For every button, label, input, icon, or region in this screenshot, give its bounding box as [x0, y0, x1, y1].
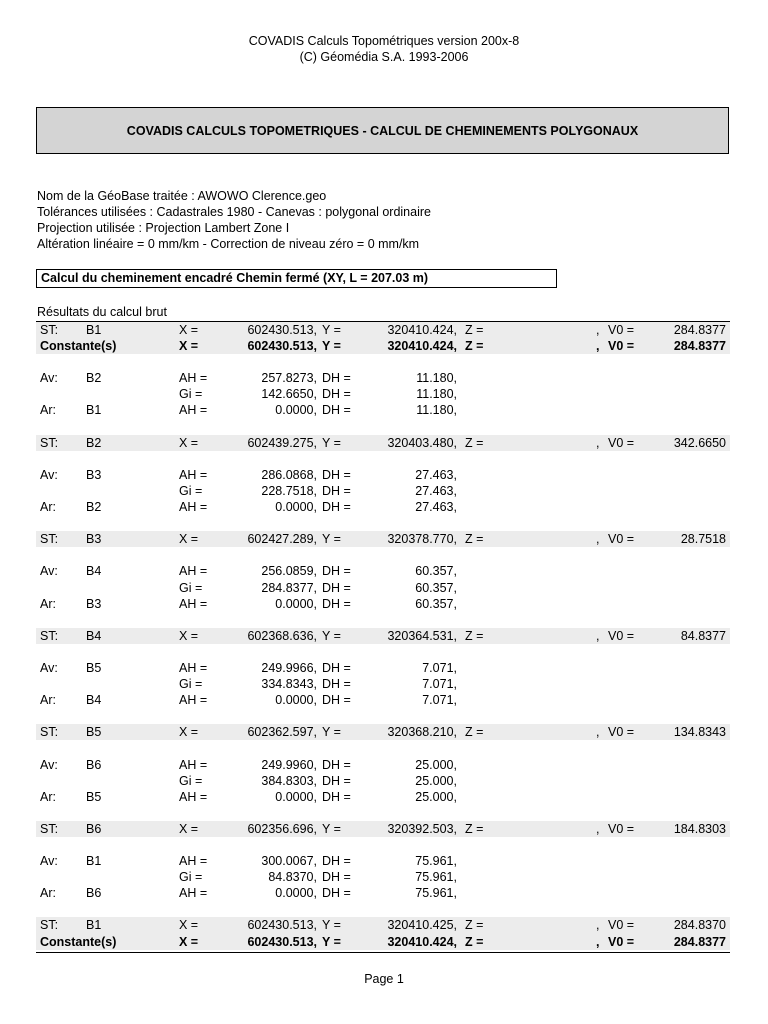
point-name: B1: [86, 323, 102, 337]
angle-value: 0.0000,: [275, 789, 317, 804]
v0-value: 284.8370: [673, 918, 726, 933]
y-label: Y =: [322, 918, 341, 933]
dh-label: DH =: [322, 564, 351, 579]
row-label: Constante(s): [40, 339, 117, 354]
y-label: Y =: [322, 934, 341, 949]
angle-value: 0.0000,: [275, 403, 317, 418]
blank-row: [36, 354, 730, 370]
row-label: Av:: [40, 467, 58, 482]
constants-row: [36, 338, 730, 354]
point-name: B4: [86, 693, 102, 708]
dh-value: 11.180,: [416, 387, 457, 402]
blank-row: [36, 451, 730, 467]
z-separator: ,: [596, 435, 600, 450]
y-value: 320392.503,: [387, 821, 457, 836]
table-bottom-rule: [36, 952, 730, 953]
dh-label: DH =: [322, 500, 351, 515]
dh-label: DH =: [322, 693, 351, 708]
z-label: Z =: [465, 918, 484, 933]
z-label: Z =: [465, 339, 484, 354]
point-name: B3: [86, 596, 102, 611]
z-separator: ,: [596, 628, 600, 643]
cheminement-title: Calcul du cheminement encadré Chemin fermé (XY, L = 207.03 m): [36, 269, 557, 288]
x-value: 602430.513,: [247, 934, 317, 949]
observation-row: [36, 563, 730, 579]
x-label: X =: [179, 934, 199, 949]
row-label: ST:: [40, 725, 59, 740]
observation-row: [36, 499, 730, 515]
observation-row: [36, 869, 730, 885]
observation-row: [36, 386, 730, 402]
dh-label: DH =: [322, 596, 351, 611]
header-line-1: COVADIS Calculs Topométriques version 200x-8: [248, 34, 520, 48]
v0-label: V0 =: [608, 339, 635, 354]
point-name: B2: [86, 435, 102, 450]
angle-value: 228.7518,: [261, 483, 317, 498]
angle-value: 0.0000,: [275, 596, 317, 611]
dh-value: 25.000,: [415, 773, 457, 788]
z-separator: ,: [596, 532, 600, 547]
y-label: Y =: [322, 435, 341, 450]
x-label: X =: [179, 435, 199, 450]
angle-value: 249.9966,: [261, 660, 317, 675]
angle-label: Gi =: [179, 870, 203, 885]
z-separator: ,: [596, 323, 600, 337]
y-label: Y =: [322, 628, 341, 643]
blank-row: [36, 708, 730, 724]
angle-value: 0.0000,: [275, 500, 317, 515]
blank-row: [36, 612, 730, 628]
station-row: [36, 821, 730, 837]
angle-label: AH =: [179, 693, 208, 708]
blank-row: [36, 515, 730, 531]
v0-value: 284.8377: [673, 339, 726, 354]
z-separator: ,: [596, 934, 600, 949]
point-name: B6: [86, 821, 102, 836]
angle-label: AH =: [179, 596, 208, 611]
observation-row: [36, 596, 730, 612]
dh-label: DH =: [322, 371, 351, 386]
constants-row: [36, 934, 730, 950]
v0-label: V0 =: [608, 934, 635, 949]
x-label: X =: [179, 918, 199, 933]
y-value: 320410.425,: [387, 918, 457, 933]
point-name: B2: [86, 500, 102, 515]
dh-value: 75.961,: [415, 854, 457, 869]
y-value: 320403.480,: [387, 435, 457, 450]
row-label: ST:: [40, 532, 59, 547]
v0-label: V0 =: [608, 435, 635, 450]
info-alteration: Altération linéaire = 0 mm/km - Correction de niveau zéro = 0 mm/km: [37, 237, 420, 251]
dh-value: 27.463,: [415, 483, 457, 498]
angle-value: 300.0067,: [261, 854, 317, 869]
row-label: ST:: [40, 821, 59, 836]
y-label: Y =: [322, 532, 341, 547]
point-name: B6: [86, 886, 102, 901]
dh-value: 60.357,: [415, 564, 457, 579]
row-label: Av:: [40, 564, 58, 579]
x-value: 602430.513,: [247, 339, 317, 354]
v0-label: V0 =: [608, 628, 635, 643]
station-row: [36, 322, 730, 338]
angle-label: Gi =: [179, 483, 203, 498]
info-tolerances: Tolérances utilisées : Cadastrales 1980 - Canevas : polygonal ordinaire: [37, 205, 431, 219]
dh-label: DH =: [322, 483, 351, 498]
row-label: ST:: [40, 918, 59, 933]
point-name: B3: [86, 532, 102, 547]
v0-value: 84.8377: [680, 628, 726, 643]
observation-row: [36, 773, 730, 789]
observation-row: [36, 757, 730, 773]
angle-value: 84.8370,: [268, 870, 317, 885]
dh-value: 11.180,: [416, 371, 457, 386]
v0-value: 134.8343: [673, 725, 726, 740]
v0-value: 28.7518: [680, 532, 726, 547]
station-row: [36, 628, 730, 644]
dh-value: 7.071,: [422, 677, 457, 692]
x-value: 602430.513,: [247, 918, 317, 933]
results-table: [36, 322, 730, 950]
x-label: X =: [179, 725, 199, 740]
v0-value: 342.6650: [673, 435, 726, 450]
blank-row: [36, 901, 730, 917]
angle-value: 286.0868,: [261, 467, 317, 482]
dh-value: 25.000,: [415, 789, 457, 804]
blank-row: [36, 419, 730, 435]
z-separator: ,: [596, 725, 600, 740]
point-name: B1: [86, 854, 102, 869]
dh-label: DH =: [322, 467, 351, 482]
row-label: Constante(s): [40, 934, 117, 949]
y-label: Y =: [322, 339, 341, 354]
angle-value: 257.8273,: [261, 371, 317, 386]
point-name: B3: [86, 467, 102, 482]
point-name: B4: [86, 628, 102, 643]
observation-row: [36, 676, 730, 692]
x-label: X =: [179, 339, 199, 354]
blank-row: [36, 644, 730, 660]
angle-value: 0.0000,: [275, 886, 317, 901]
z-label: Z =: [465, 725, 484, 740]
point-name: B5: [86, 725, 102, 740]
row-label: ST:: [40, 628, 59, 643]
observation-row: [36, 580, 730, 596]
observation-row: [36, 370, 730, 386]
v0-value: 284.8377: [673, 934, 726, 949]
angle-label: AH =: [179, 371, 208, 386]
results-subtitle: Résultats du calcul brut: [37, 305, 167, 319]
y-label: Y =: [322, 323, 341, 337]
station-row: [36, 917, 730, 933]
y-label: Y =: [322, 821, 341, 836]
y-value: 320378.770,: [387, 532, 457, 547]
angle-label: AH =: [179, 660, 208, 675]
z-separator: ,: [596, 821, 600, 836]
angle-label: Gi =: [179, 677, 203, 692]
row-label: Ar:: [40, 886, 56, 901]
station-row: [36, 531, 730, 547]
angle-value: 249.9960,: [261, 757, 317, 772]
row-label: Ar:: [40, 789, 56, 804]
z-label: Z =: [465, 821, 484, 836]
dh-value: 60.357,: [415, 596, 457, 611]
angle-label: AH =: [179, 564, 208, 579]
angle-value: 334.8343,: [261, 677, 317, 692]
row-label: Av:: [40, 757, 58, 772]
station-row: [36, 724, 730, 740]
x-value: 602427.289,: [247, 532, 317, 547]
y-value: 320410.424,: [387, 934, 457, 949]
row-label: Ar:: [40, 500, 56, 515]
angle-label: AH =: [179, 789, 208, 804]
row-label: ST:: [40, 323, 59, 337]
angle-label: AH =: [179, 500, 208, 515]
z-separator: ,: [596, 339, 600, 354]
v0-label: V0 =: [608, 821, 635, 836]
z-label: Z =: [465, 934, 484, 949]
point-name: B1: [86, 918, 102, 933]
dh-label: DH =: [322, 580, 351, 595]
row-label: Ar:: [40, 403, 56, 418]
dh-value: 75.961,: [415, 886, 457, 901]
info-geobase: Nom de la GéoBase traitée : AWOWO Clerence.geo: [37, 189, 327, 203]
point-name: B5: [86, 789, 102, 804]
z-label: Z =: [465, 532, 484, 547]
dh-label: DH =: [322, 870, 351, 885]
dh-label: DH =: [322, 789, 351, 804]
dh-label: DH =: [322, 677, 351, 692]
dh-label: DH =: [322, 854, 351, 869]
x-label: X =: [179, 323, 199, 337]
info-projection: Projection utilisée : Projection Lambert Zone I: [37, 221, 290, 235]
x-value: 602368.636,: [247, 628, 317, 643]
z-label: Z =: [465, 435, 484, 450]
angle-label: AH =: [179, 854, 208, 869]
row-label: Ar:: [40, 596, 56, 611]
v0-label: V0 =: [608, 532, 635, 547]
dh-value: 7.071,: [422, 693, 457, 708]
z-separator: ,: [596, 918, 600, 933]
angle-label: Gi =: [179, 773, 203, 788]
blank-row: [36, 837, 730, 853]
x-label: X =: [179, 532, 199, 547]
angle-label: AH =: [179, 757, 208, 772]
report-title: COVADIS CALCULS TOPOMETRIQUES - CALCUL DE CHEMINEMENTS POLYGONAUX: [36, 107, 729, 154]
blank-row: [36, 547, 730, 563]
x-value: 602439.275,: [247, 435, 317, 450]
z-label: Z =: [465, 323, 484, 337]
v0-label: V0 =: [608, 725, 635, 740]
blank-row: [36, 805, 730, 821]
header-line-2: (C) Géomédia S.A. 1993-2006: [299, 50, 469, 64]
observation-row: [36, 483, 730, 499]
observation-row: [36, 885, 730, 901]
point-name: B4: [86, 564, 102, 579]
y-label: Y =: [322, 725, 341, 740]
observation-row: [36, 660, 730, 676]
dh-label: DH =: [322, 757, 351, 772]
row-label: Av:: [40, 854, 58, 869]
dh-value: 7.071,: [422, 660, 457, 675]
point-name: B2: [86, 371, 102, 386]
angle-value: 256.0859,: [261, 564, 317, 579]
v0-value: 284.8377: [673, 323, 726, 337]
dh-value: 27.463,: [415, 500, 457, 515]
observation-row: [36, 789, 730, 805]
y-value: 320368.210,: [387, 725, 457, 740]
point-name: B6: [86, 757, 102, 772]
row-label: Ar:: [40, 693, 56, 708]
dh-label: DH =: [322, 387, 351, 402]
x-value: 602430.513,: [247, 323, 317, 337]
y-value: 320364.531,: [387, 628, 457, 643]
point-name: B5: [86, 660, 102, 675]
x-label: X =: [179, 821, 199, 836]
station-row: [36, 435, 730, 451]
v0-label: V0 =: [608, 918, 635, 933]
dh-label: DH =: [322, 403, 351, 418]
v0-value: 184.8303: [673, 821, 726, 836]
dh-value: 60.357,: [415, 580, 457, 595]
angle-value: 284.8377,: [261, 580, 317, 595]
observation-row: [36, 853, 730, 869]
row-label: ST:: [40, 435, 59, 450]
point-name: B1: [86, 403, 102, 418]
row-label: Av:: [40, 371, 58, 386]
y-value: 320410.424,: [387, 339, 457, 354]
angle-value: 0.0000,: [275, 693, 317, 708]
x-label: X =: [179, 628, 199, 643]
dh-value: 11.180,: [416, 403, 457, 418]
v0-label: V0 =: [608, 323, 635, 337]
angle-value: 384.8303,: [261, 773, 317, 788]
angle-label: Gi =: [179, 580, 203, 595]
y-value: 320410.424,: [387, 323, 457, 337]
dh-value: 75.961,: [415, 870, 457, 885]
page-number: Page 1: [364, 972, 404, 986]
dh-value: 25.000,: [415, 757, 457, 772]
dh-label: DH =: [322, 886, 351, 901]
dh-label: DH =: [322, 773, 351, 788]
row-label: Av:: [40, 660, 58, 675]
dh-label: DH =: [322, 660, 351, 675]
dh-value: 27.463,: [415, 467, 457, 482]
angle-label: AH =: [179, 467, 208, 482]
angle-label: AH =: [179, 886, 208, 901]
x-value: 602356.696,: [247, 821, 317, 836]
angle-value: 142.6650,: [261, 387, 317, 402]
z-label: Z =: [465, 628, 484, 643]
angle-label: Gi =: [179, 387, 203, 402]
observation-row: [36, 692, 730, 708]
blank-row: [36, 740, 730, 756]
observation-row: [36, 402, 730, 418]
angle-label: AH =: [179, 403, 208, 418]
observation-row: [36, 467, 730, 483]
x-value: 602362.597,: [247, 725, 317, 740]
